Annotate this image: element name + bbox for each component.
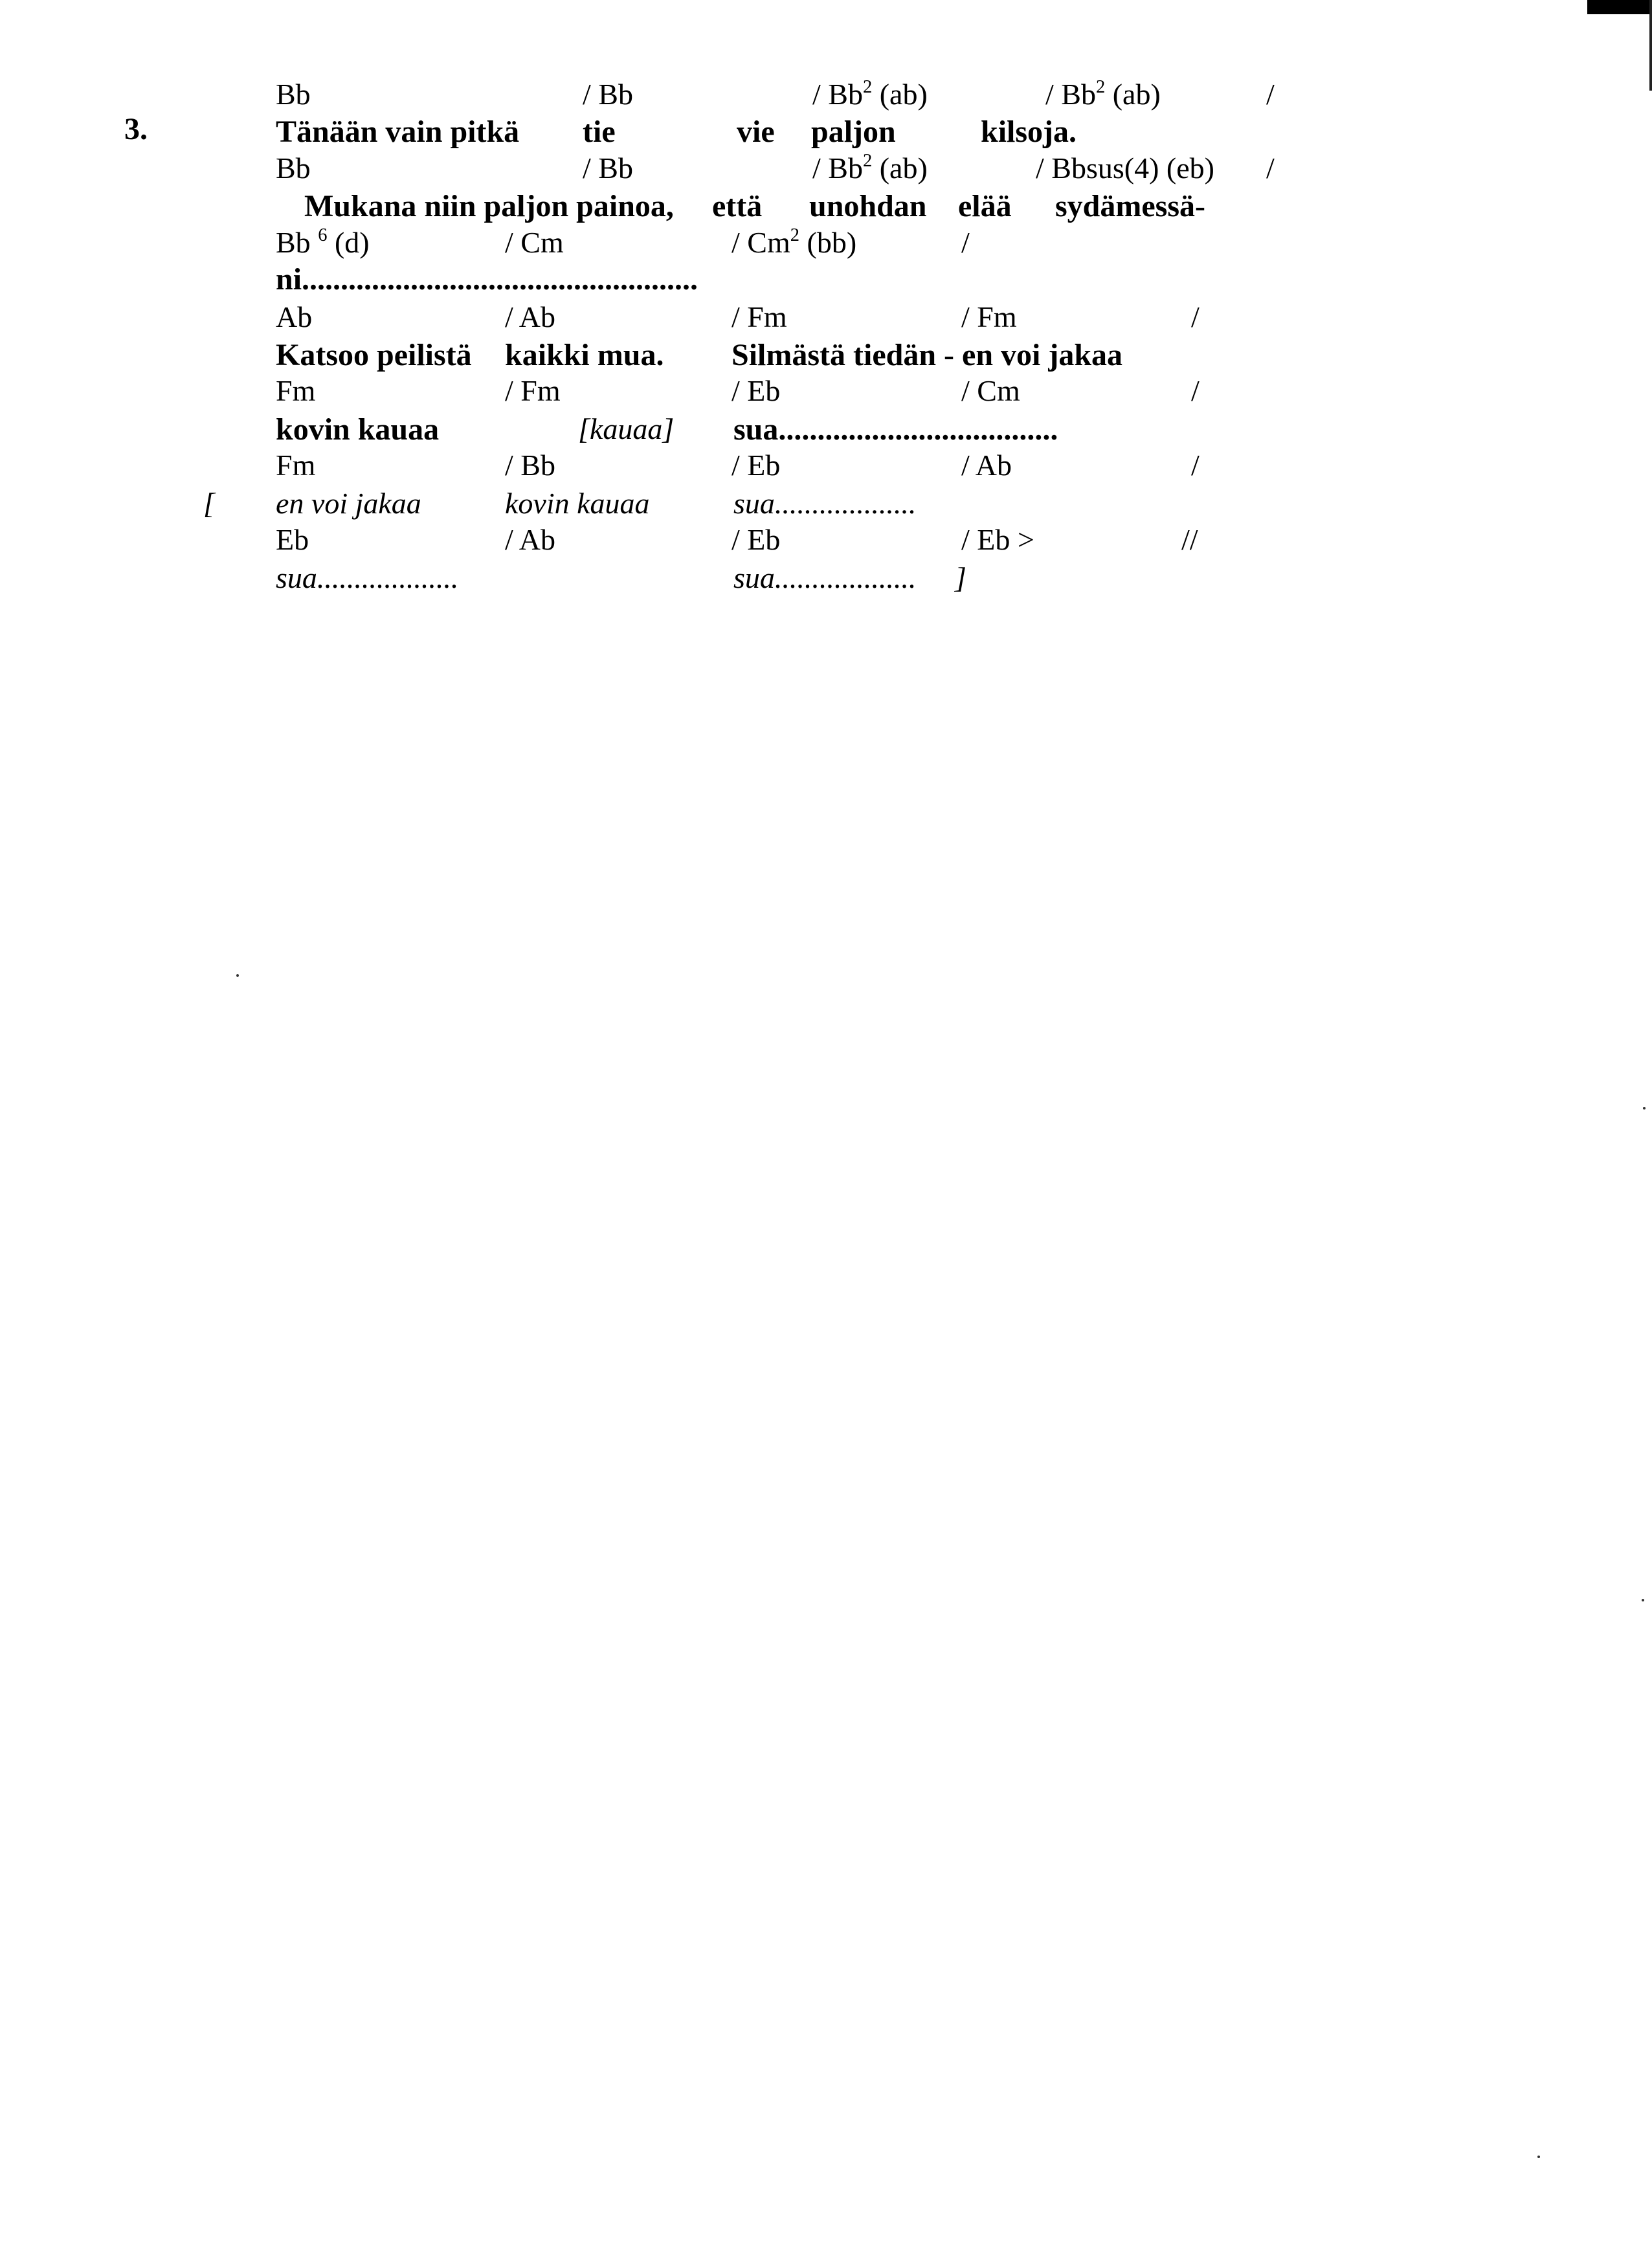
lyric: kaikki mua. — [505, 338, 664, 372]
lyric: tie — [583, 115, 616, 149]
lyric: sydämessä- — [1055, 189, 1206, 223]
scan-speck — [236, 974, 239, 977]
bar-line: / — [1191, 449, 1200, 482]
chord: / Eb > — [961, 523, 1034, 556]
bar-line: / — [1266, 151, 1275, 184]
chord: / Bb — [583, 151, 633, 184]
chord: / Ab — [961, 449, 1012, 482]
chord: / Fm — [731, 300, 787, 333]
lyric: kilsoja. — [981, 115, 1077, 149]
chord: / Bb$^2$ (ab) — [812, 151, 928, 184]
double-bar-line: // — [1181, 523, 1198, 556]
chord: / Ab — [505, 300, 555, 333]
lyric: sua.................................... — [733, 412, 1058, 447]
chord: / Cm$^2$ (bb) — [731, 225, 857, 259]
lyric: kovin kauaa — [276, 412, 440, 447]
lyric: vie — [737, 115, 775, 149]
lyric-alt: en voi jakaa — [276, 487, 421, 520]
chord: / Cm — [505, 226, 564, 259]
chord: / Bb — [583, 78, 633, 111]
chord: Bb $^6$ (d) — [276, 225, 370, 259]
lyric: Katsoo peilistä — [276, 338, 472, 372]
bar-line: / — [961, 226, 970, 259]
chord: / Bbsus(4) (eb) — [1036, 151, 1214, 184]
lyric-alt: sua................... — [733, 561, 917, 594]
chord: Fm — [276, 374, 316, 407]
scan-speck — [1642, 1599, 1644, 1601]
chord: / Fm — [505, 374, 561, 407]
lyric: elää — [958, 189, 1012, 223]
scan-speck — [1643, 1107, 1646, 1109]
chord: / Fm — [961, 300, 1017, 333]
lyric: ni................................................... — [276, 262, 698, 296]
chord: Bb — [276, 151, 311, 184]
chord: / Eb — [731, 449, 781, 482]
lyric: Tänään vain pitkä — [276, 115, 520, 149]
scan-speck — [1537, 2156, 1540, 2158]
scan-edge-mark — [1649, 0, 1652, 91]
bracket-open: [ — [203, 487, 215, 520]
verse-number: 3. — [124, 112, 148, 146]
chord: / Bb$^2$ (ab) — [812, 77, 928, 111]
chord: / Eb — [731, 523, 781, 556]
bar-line: / — [1191, 374, 1200, 407]
lyric-alt: [kauaa] — [578, 412, 675, 445]
bar-line: / — [1266, 78, 1275, 111]
chord: / Cm — [961, 374, 1020, 407]
chord: Ab — [276, 300, 313, 333]
lyric-alt: kovin kauaa — [505, 487, 650, 520]
scan-corner-mark — [1587, 0, 1652, 14]
chord: / Ab — [505, 523, 555, 556]
chord: / Bb$^2$ (ab) — [1045, 77, 1161, 111]
lyric: unohdan — [809, 189, 927, 223]
lyric: Mukana niin paljon painoa, — [304, 189, 674, 223]
chord: Eb — [276, 523, 309, 556]
lyric-alt: sua................... — [733, 487, 917, 520]
chord: Fm — [276, 449, 316, 482]
lyric-alt: sua................... — [276, 561, 459, 594]
chord: / Eb — [731, 374, 781, 407]
bar-line: / — [1191, 300, 1200, 333]
chord: Bb — [276, 78, 311, 111]
bracket-close: ] — [955, 561, 966, 594]
lyric: Silmästä tiedän - en voi jakaa — [731, 338, 1123, 372]
lyric: että — [712, 189, 763, 223]
lyric: paljon — [811, 115, 896, 149]
chord: / Bb — [505, 449, 555, 482]
